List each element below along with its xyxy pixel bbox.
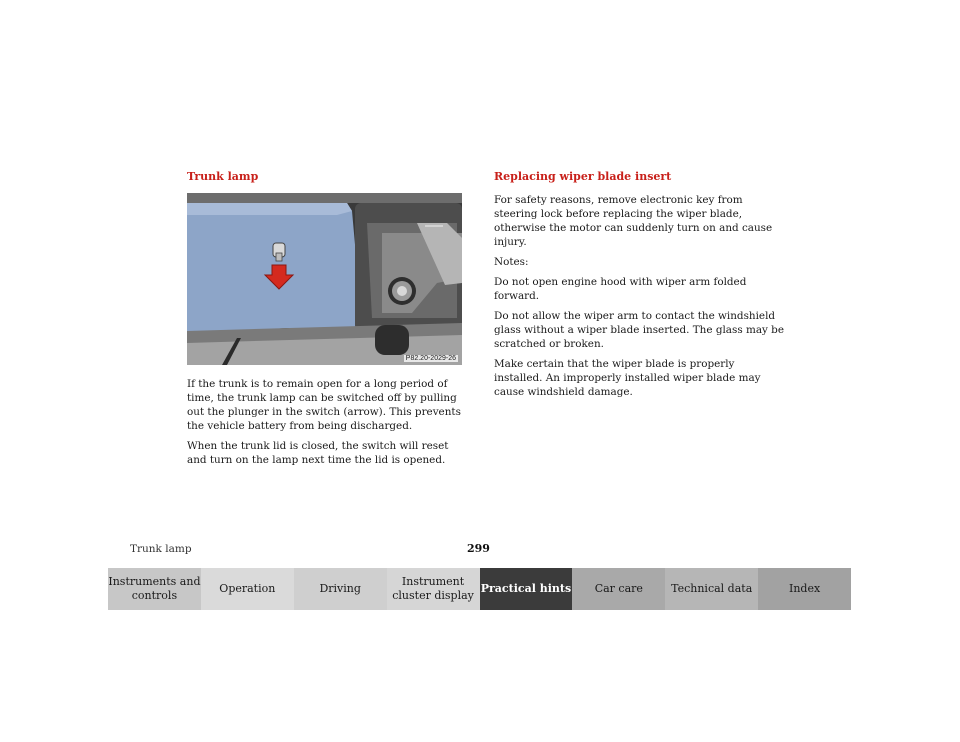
tab-instruments-and-controls[interactable]: Instruments and controls [108, 568, 201, 610]
tab-car-care[interactable]: Car care [572, 568, 665, 610]
tab-practical-hints[interactable]: Practical hints [480, 568, 573, 610]
trunk-lamp-paragraph-1: If the trunk is to remain open for a long period of time, the trunk lamp can be switched off by pulling out the plunger in the switch (arrow). This prevents the vehicle battery from being discharged. [187, 378, 461, 432]
footer-section-title: Trunk lamp [130, 543, 192, 555]
wiper-paragraph-1: For safety reasons, remove electronic key from steering lock before replacing the wiper blade, otherwise the motor can suddenly turn on and cause injury. [494, 194, 773, 248]
notes-label: Notes: [494, 256, 529, 268]
trunk-switch-drawing [187, 193, 462, 365]
tab-driving[interactable]: Driving [294, 568, 387, 610]
wiper-paragraph-2: Do not open engine hood with wiper arm folded forward. [494, 276, 747, 302]
tab-technical-data[interactable]: Technical data [665, 568, 758, 610]
wiper-paragraph-4: Make certain that the wiper blade is properly installed. An improperly installed wiper blade may cause windshield damage. [494, 358, 761, 398]
tab-operation[interactable]: Operation [201, 568, 294, 610]
right-column [494, 170, 784, 405]
tab-instrument-cluster-display[interactable]: Instrument cluster display [387, 568, 480, 610]
trunk-lamp-heading: Trunk lamp [187, 170, 259, 183]
wiper-blade-heading: Replacing wiper blade insert [494, 170, 672, 183]
trunk-lamp-illustration [187, 193, 462, 365]
page-number: 299 [467, 542, 490, 555]
figure-code: P82.20-2029-26 [405, 355, 456, 362]
trunk-lamp-paragraph-2: When the trunk lid is closed, the switch will reset and turn on the lamp next time the lid is opened. [187, 440, 449, 466]
wiper-paragraph-3: Do not allow the wiper arm to contact the windshield glass without a wiper blade inserted. The glass may be scratched or broken. [494, 310, 784, 350]
tab-index[interactable]: Index [758, 568, 851, 610]
left-column [187, 170, 467, 473]
section-tabs [108, 568, 851, 610]
